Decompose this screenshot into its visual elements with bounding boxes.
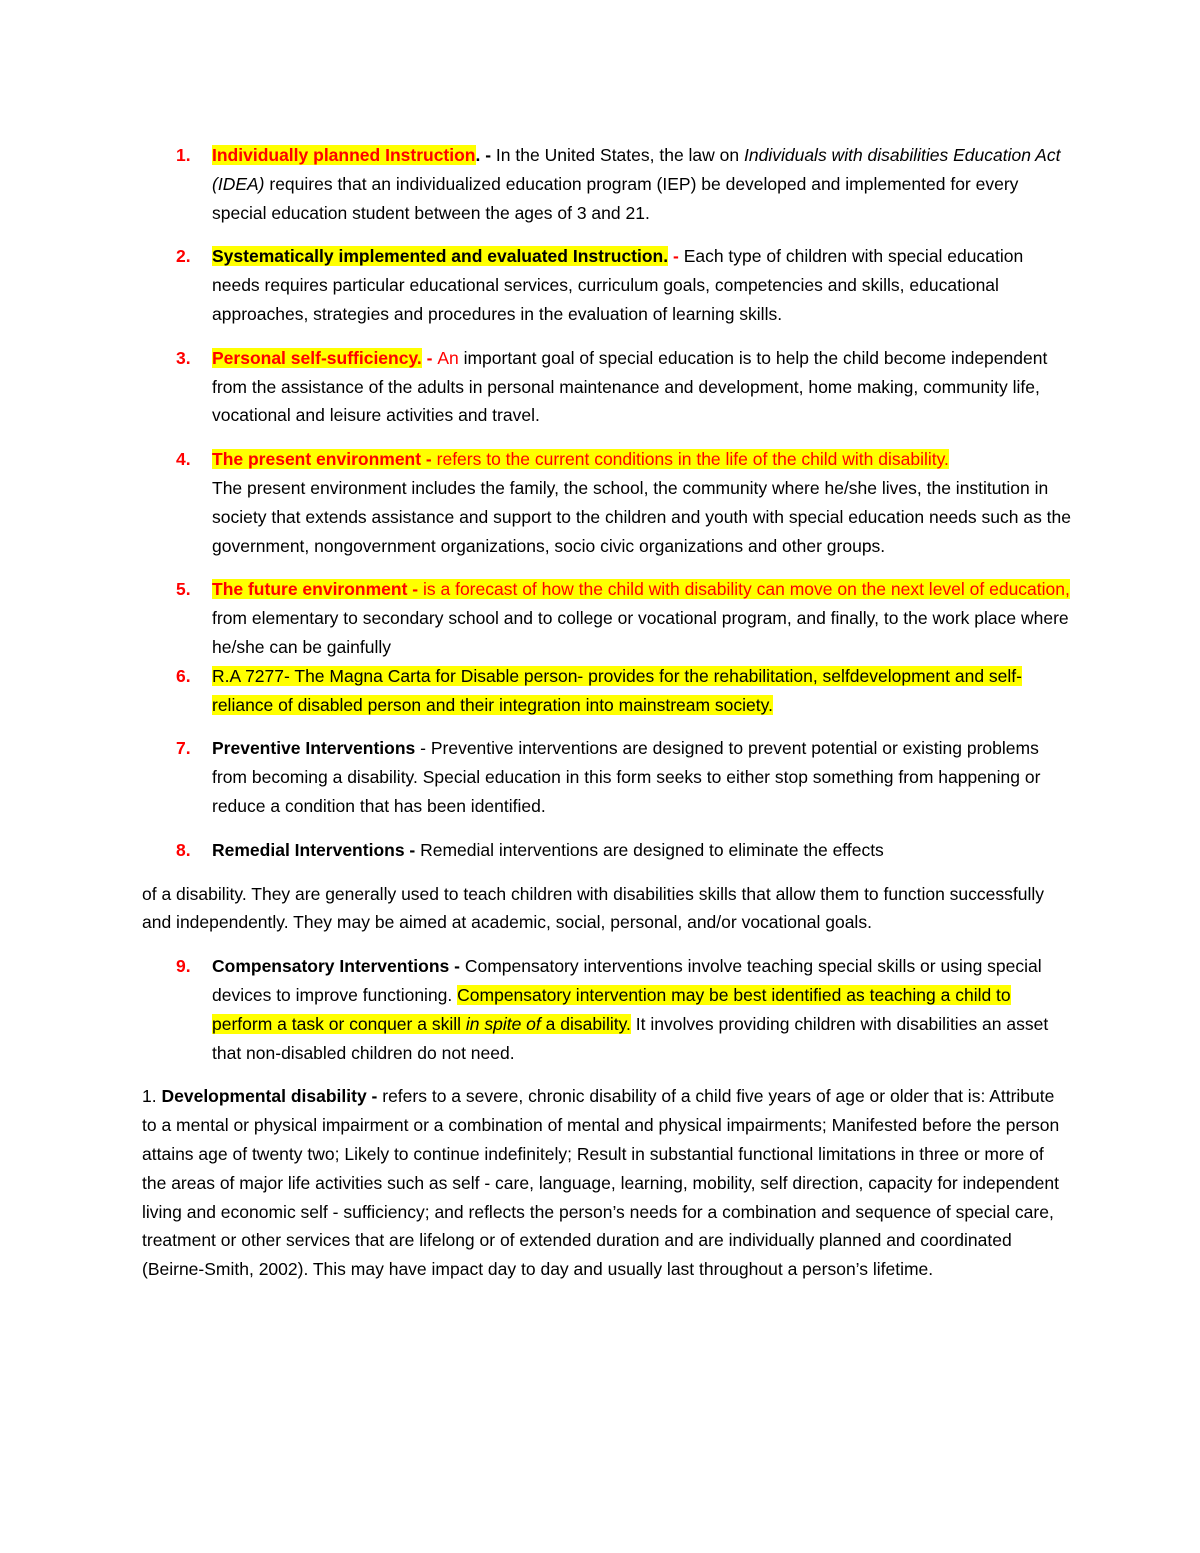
- item-term: Preventive Interventions: [212, 738, 416, 759]
- item-number: 2.: [176, 246, 191, 267]
- item-number: 9.: [176, 956, 191, 977]
- item-highlight: Compensatory intervention may be best identified as teaching a child to perform a task or conquer a skill: [212, 984, 1011, 1034]
- item-highlight-italic: in spite of: [465, 1013, 541, 1034]
- list-item: [142, 952, 1072, 1067]
- item-number: 4.: [176, 449, 191, 470]
- item-number: 3.: [176, 347, 191, 368]
- item-term: Personal self-sufficiency.: [212, 347, 422, 368]
- item-dash: -: [421, 347, 438, 368]
- list-item: [142, 445, 1072, 560]
- item-number: 6.: [176, 665, 191, 686]
- item-text-red: An: [437, 347, 459, 368]
- item-text: from elementary to secondary school and to college or vocational program, and finally, to the work place where he/she can be gainfully: [212, 608, 1069, 657]
- item-number: 5.: [176, 579, 191, 600]
- item-text: important goal of special education is to help the child become independent from the assistance of the adults in personal maintenance and development, home making, community life, vocational and leisure activities and travel.: [212, 347, 1048, 426]
- item-text: Preventive interventions are designed to prevent potential or existing problems from becoming a disability. Special education in this form seeks to either stop something from happening or reduce a condition that has been identified.: [212, 738, 1041, 816]
- item-dash: . -: [475, 145, 496, 165]
- item-text: Compensatory interventions involve teaching special skills or using special devices to improve functioning.: [212, 956, 1042, 1005]
- item-term: Systematically implemented and evaluated Instruction.: [212, 246, 669, 267]
- item-number: 1.: [176, 145, 191, 165]
- paragraph-text: refers to a severe, chronic disability of a child five years of age or older that is: Attribute to a mental or physical impairment or a combination of mental and physical impairments; Manifested before the person attains age of twenty two; Likely to continue indefinitely; Result in substantial functional limitations in three or more of the areas of major life activities such as self - care, language, learning, mobility, self direction, capacity for independent living and economic self - sufficiency; and reflects the person’s needs for a combination and sequence of special care, treatment or other services that are lifelong or of extended duration and are individually planned and coordinated (Beirne-Smith, 2002). This may have impact day to day and usually last throughout a person’s lifetime.: [142, 1086, 1060, 1280]
- document-body: [142, 141, 1072, 1284]
- item-highlight: a disability.: [540, 1013, 631, 1034]
- continuation-paragraph: of a disability. They are generally used to teach children with disabilities skills that allow them to function successfully and independently. They may be aimed at academic, social, personal, and/or vocational goals.: [142, 883, 1045, 933]
- item-highlight: R.A 7277- The Magna Carta for Disable person- provides for the rehabilitation, selfdevelopment and self-reliance of disabled person and their integration into mainstream society.: [212, 665, 1022, 715]
- list-item: [142, 575, 1072, 661]
- item-text: The present environment includes the family, the school, the community where he/she lives, the institution in society that extends assistance and support to the children and youth with special education needs such as the government, nongovernment organizations, socio civic organizations and other groups.: [212, 477, 1072, 556]
- item-text: It involves providing children with disabilities an asset that non-disabled children do not need.: [212, 1013, 1049, 1063]
- list-item: [142, 141, 1072, 227]
- developmental-disability-paragraph: [142, 1082, 1072, 1284]
- list-item: [142, 836, 1072, 865]
- item-highlight: is a forecast of how the child with disability can move on the next level of education,: [418, 579, 1070, 600]
- paragraph-term: Developmental disability -: [161, 1086, 378, 1107]
- item-term: Compensatory Interventions -: [212, 956, 460, 977]
- item-dash: -: [415, 738, 431, 759]
- list-item: [142, 662, 1072, 720]
- item-text: Each type of children with special education needs requires particular educational services, curriculum goals, competencies and skills, educational approaches, strategies and procedures in the evaluation of learning skills.: [212, 246, 1024, 324]
- item-highlight: refers to the current conditions in the life of the child with disability.: [431, 449, 949, 470]
- paragraph-number: 1.: [142, 1086, 157, 1107]
- item-number: 8.: [176, 839, 191, 860]
- item-number: 7.: [176, 738, 191, 759]
- item-text: In the United States, the law on: [495, 145, 744, 165]
- item-text: Remedial interventions are designed to eliminate the effects: [415, 839, 884, 860]
- item-term: The present environment -: [212, 449, 432, 470]
- item-term: Individually planned Instruction: [212, 145, 476, 165]
- list-item: [142, 344, 1072, 430]
- item-term: Remedial Interventions -: [212, 839, 416, 860]
- item-text: requires that an individualized education program (IEP) be developed and implemented for every special education student between the ages of 3 and 21.: [212, 173, 1019, 223]
- list-item: [142, 734, 1072, 820]
- list-item: [142, 242, 1072, 328]
- item-dash: -: [668, 246, 684, 267]
- item-term: The future environment -: [212, 579, 419, 600]
- item-text-italic: Individuals with disabilities Education Act (IDEA): [212, 145, 1061, 194]
